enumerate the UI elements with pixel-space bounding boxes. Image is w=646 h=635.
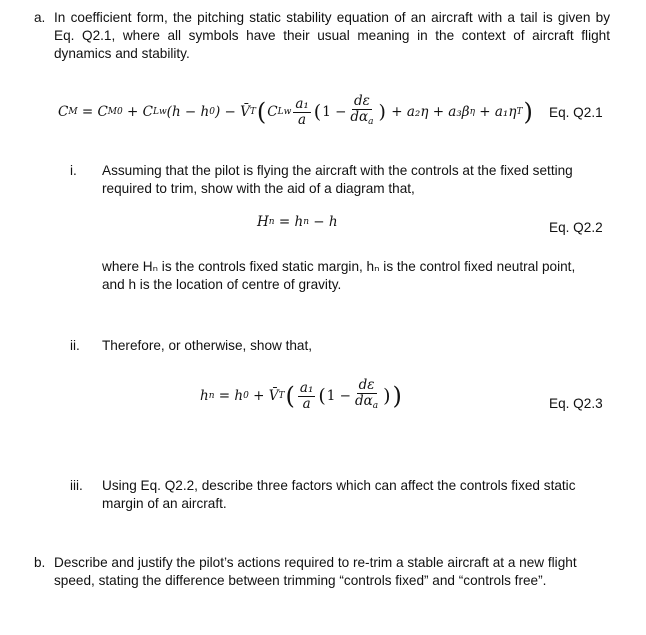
eq-term: ) − V̄ — [214, 104, 250, 120]
eq-term: + a₁η — [479, 104, 517, 120]
eq-label-q2-3: Eq. Q2.3 — [549, 396, 603, 411]
eq-sub: M0 — [107, 107, 123, 117]
eq-sub: n — [268, 217, 275, 227]
equation-q2-1 — [58, 92, 534, 132]
part-a-text: In coefficient form, the pitching static stability equation of an aircraft with a tail is given by Eq. Q2.1, where all symbols have their usual meaning in the context of aircraft flight dynamics and stability. — [54, 10, 610, 61]
eq-sub: a — [372, 401, 379, 411]
eq-paren: ( — [313, 101, 322, 123]
eq-paren: ( — [318, 385, 326, 407]
eq-fraction — [293, 97, 310, 128]
eq-paren: ( — [285, 382, 295, 410]
eq-den: a — [302, 395, 311, 412]
item-ii-numeral: ii. — [70, 338, 80, 353]
eq-sub: Lw — [152, 107, 167, 117]
eq-term: − h — [313, 214, 338, 230]
eq-term: H — [257, 214, 269, 230]
eq-num: dε — [354, 93, 370, 109]
eq-paren: ) — [383, 385, 391, 407]
eq-num: dε — [358, 377, 375, 393]
item-iii-text: Using Eq. Q2.2, describe three factors which can affect the controls fixed static margin of an aircraft. — [102, 478, 576, 511]
eq-sub: n — [303, 217, 309, 227]
eq-fraction — [298, 381, 315, 412]
eq-paren: ) — [378, 101, 386, 123]
eq-den — [348, 110, 375, 130]
part-b-text: Describe and justify the pilot’s actions required to re-trim a stable aircraft at a new flight speed, stating the difference between trimming “controls fixed” and “controls free”. — [54, 555, 577, 588]
eq-num: a₁ — [295, 95, 309, 112]
eq-sub: 0 — [209, 107, 215, 117]
eq-den-text: dα — [354, 393, 373, 409]
eq-term: + V̄ — [253, 388, 279, 404]
eq-term: = h — [218, 388, 244, 404]
item-ii-text: Therefore, or otherwise, show that, — [102, 338, 313, 353]
item-i-text: Assuming that the pilot is flying the aircraft with the controls at the fixed setting required to trim, show with the aid of a diagram that, — [102, 163, 573, 196]
item-i-definitions: where Hₙ is the controls fixed static margin, hₙ is the control fixed neutral point, and h is the location of centre of gravity. — [102, 259, 576, 292]
part-b-label: b. — [34, 555, 46, 570]
eq-term: + C — [127, 104, 153, 120]
eq-term: C — [58, 104, 69, 120]
eq-fraction — [348, 94, 375, 130]
eq-paren: ) — [392, 382, 402, 410]
eq-sub: T — [249, 107, 256, 117]
eq-den-text: dα — [350, 109, 369, 125]
eq-sub: T — [516, 107, 523, 117]
eq-paren: ) — [523, 98, 533, 126]
eq-term: (h − h — [166, 104, 210, 120]
eq-term: = h — [278, 214, 304, 230]
eq-paren: ( — [256, 98, 267, 126]
eq-sub: M — [68, 107, 78, 117]
eq-den — [353, 394, 380, 414]
eq-sub: 0 — [243, 391, 249, 401]
part-a-label: a. — [34, 10, 46, 25]
eq-den: a — [298, 111, 307, 128]
eq-term: + a₂η + a₃β — [391, 104, 470, 120]
item-iii-numeral: iii. — [70, 478, 83, 493]
eq-term: 1 − — [322, 104, 347, 120]
eq-sub: Lw — [277, 107, 292, 117]
eq-label-q2-2: Eq. Q2.2 — [549, 220, 603, 235]
eq-term: h — [200, 388, 209, 404]
eq-sub: η — [469, 107, 475, 117]
equation-q2-2 — [257, 212, 338, 232]
eq-term: 1 − — [326, 388, 351, 404]
eq-term: C — [267, 104, 278, 120]
equation-q2-3 — [200, 375, 403, 417]
item-i-numeral: i. — [70, 163, 77, 178]
eq-term: = C — [81, 104, 108, 120]
eq-fraction — [353, 378, 380, 414]
eq-num: a₁ — [299, 379, 314, 396]
eq-sub: a — [368, 117, 374, 127]
eq-sub: T — [278, 391, 285, 401]
eq-label-q2-1: Eq. Q2.1 — [549, 105, 603, 120]
eq-sub: n — [208, 391, 215, 401]
